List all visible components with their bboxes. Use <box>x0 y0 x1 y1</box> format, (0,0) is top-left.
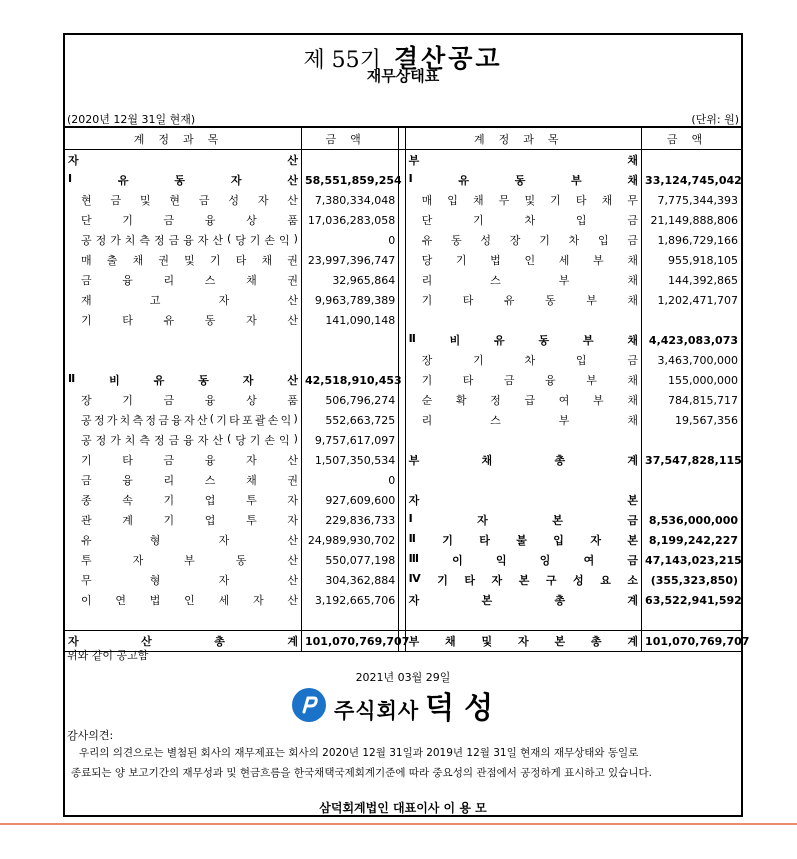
account-text: 자 산 <box>68 154 298 167</box>
signers: 삼덕회계법인 대표이사 이 용 모 <box>319 801 487 815</box>
account-text: 기 타 금 융 부 채 <box>421 374 638 387</box>
liability-equity-amount: (355,323,850) <box>650 573 738 587</box>
table-row <box>65 250 741 270</box>
liability-equity-amount: 19,567,356 <box>675 413 738 427</box>
liability-equity-account-label <box>405 510 641 530</box>
header-account-right: 계정과목 <box>405 128 641 150</box>
asset-amount: 58,551,859,254 <box>301 170 398 190</box>
liability-equity-amount <box>642 310 741 330</box>
account-text: 유 동 성 장 기 차 입 금 <box>421 234 639 247</box>
liability-equity-amount <box>642 470 741 490</box>
asset-account-label <box>65 150 301 171</box>
table-row <box>65 550 741 570</box>
asset-account-label <box>65 330 301 350</box>
liability-equity-account-label <box>405 470 641 490</box>
account-text: 장 기 금 융 상 품 <box>81 394 298 407</box>
liability-equity-amount: 63,522,941,592 <box>645 593 742 607</box>
liability-equity-account-label <box>405 590 641 610</box>
asset-amount: 0 <box>301 230 398 250</box>
total-liabilities-equity-amount: 101,070,769,707 <box>642 631 741 652</box>
header-account-left: 계정과목 <box>65 128 301 150</box>
liability-equity-amount: 784,815,717 <box>668 393 738 407</box>
asset-amount: 304,362,884 <box>301 570 398 590</box>
unit-note: (단위: 원) <box>691 113 739 126</box>
account-text: Ⅱ 비 유 동 부 채 <box>408 332 638 347</box>
liability-equity-account-label <box>405 190 641 210</box>
account-text: 기 타 금 융 자 산 <box>81 454 298 467</box>
liability-equity-amount: 8,536,000,000 <box>648 513 738 527</box>
liability-equity-account-label <box>405 150 641 171</box>
asset-amount <box>301 350 398 370</box>
table-row <box>65 290 741 310</box>
account-text: Ⅳ 기 타 자 본 구 성 요 소 <box>408 572 639 587</box>
asset-account-label <box>65 470 301 490</box>
liability-equity-account-label <box>405 430 641 450</box>
table-row <box>65 350 741 370</box>
table-row <box>65 510 741 530</box>
audit-opinion-line2: 종료되는 양 보고기간의 재무성과 및 현금흐름을 한국채택국제회계기준에 따라 중요성의 관점에서 공정하게 표시하고 있습니다. <box>71 767 652 779</box>
asset-account-label <box>65 350 301 370</box>
table-row <box>65 390 741 410</box>
asset-account-label <box>65 610 301 631</box>
liability-equity-account-label <box>405 550 641 570</box>
liability-equity-account-label <box>405 310 641 330</box>
company-logo <box>292 683 503 727</box>
table-row <box>65 610 741 631</box>
table-header-row <box>65 128 741 150</box>
liability-equity-amount: 47,143,023,215 <box>645 553 742 567</box>
account-text: 금 융 리 스 채 권 <box>81 274 298 287</box>
asset-amount: 42,518,910,453 <box>301 370 398 390</box>
asset-amount: 23,997,396,747 <box>301 250 398 270</box>
account-text: 공 정 가 치 측 정 금 융 자 산 ( 기 타 포 괄 손 익 ) <box>81 412 298 427</box>
liability-equity-account-label <box>405 370 641 390</box>
asset-amount: 552,663,725 <box>301 410 398 430</box>
table-row <box>65 210 741 230</box>
account-text: 이 연 법 인 세 자 산 <box>81 594 298 607</box>
table-row <box>65 590 741 610</box>
asset-account-label <box>65 270 301 290</box>
account-text: 투 자 부 동 산 <box>81 554 298 567</box>
liability-equity-amount: 155,000,000 <box>668 373 738 387</box>
liability-equity-amount <box>642 430 741 450</box>
statement-subtitle: 재무상태표 <box>366 67 440 85</box>
asset-amount <box>301 330 398 350</box>
account-text: 자 산 총 계 <box>68 635 298 648</box>
account-text: 부 채 및 자 본 총 계 <box>408 635 639 648</box>
account-text: Ⅰ 자 본 금 <box>408 512 639 527</box>
company-name <box>334 683 503 727</box>
account-text: 기 타 유 동 부 채 <box>421 294 638 307</box>
table-row <box>65 310 741 330</box>
asset-amount: 229,836,733 <box>301 510 398 530</box>
asset-account-label <box>65 390 301 410</box>
account-text: 재 고 자 산 <box>81 294 298 307</box>
account-text: 장 기 차 입 금 <box>421 354 639 367</box>
liability-equity-account-label <box>405 570 641 590</box>
liability-equity-account-label <box>405 330 641 350</box>
asset-account-label <box>65 450 301 470</box>
liability-equity-amount: 3,463,700,000 <box>657 353 738 367</box>
liability-equity-amount: 21,149,888,806 <box>650 213 738 227</box>
liability-equity-account-label <box>405 290 641 310</box>
account-text: 당 기 법 인 세 부 채 <box>421 254 638 267</box>
company-name-main: 덕성 <box>425 691 504 726</box>
account-text: 공 정 가 치 측 정 금 융 자 산 ( 당 기 손 익 ) <box>81 432 298 447</box>
asset-account-label <box>65 370 301 390</box>
account-text: 리 스 부 채 <box>421 414 639 427</box>
liability-equity-amount: 955,918,105 <box>668 253 738 267</box>
table-row <box>65 410 741 430</box>
table-row <box>65 150 741 171</box>
asset-amount: 927,609,600 <box>301 490 398 510</box>
table-row <box>65 270 741 290</box>
totals-row <box>65 631 741 652</box>
account-text: 현 금 및 현 금 성 자 산 <box>81 194 298 207</box>
asset-account-label <box>65 210 301 230</box>
table-row <box>65 490 741 510</box>
account-text: Ⅰ 유 동 부 채 <box>408 172 639 187</box>
table-row <box>65 430 741 450</box>
title-main: 결산공고 <box>393 44 503 73</box>
asset-account-label <box>65 510 301 530</box>
asset-amount: 9,963,789,389 <box>301 290 398 310</box>
liability-equity-amount: 7,775,344,393 <box>657 193 738 207</box>
balance-sheet-table <box>65 128 750 652</box>
account-text: 무 형 자 산 <box>81 574 298 587</box>
account-text: 부 채 총 계 <box>408 454 639 467</box>
liability-equity-account-label <box>405 170 641 190</box>
liability-equity-account-label <box>405 270 641 290</box>
liability-equity-amount: 144,392,865 <box>668 273 738 287</box>
asset-account-label <box>65 550 301 570</box>
table-row <box>65 170 741 190</box>
audit-opinion-line1: 우리의 의견으로는 별첨된 회사의 재무제표는 회사의 2020년 12월 31일과 2019년 12월 31일 현재의 재무상태와 동일로 <box>79 747 639 759</box>
asset-account-label <box>65 590 301 610</box>
table-row <box>65 530 741 550</box>
table-row <box>65 190 741 210</box>
announcement-frame <box>63 33 750 817</box>
liability-equity-account-label <box>405 410 641 430</box>
bottom-accent-line <box>0 823 797 825</box>
asset-amount: 17,036,283,058 <box>301 210 398 230</box>
asset-account-label <box>65 170 301 190</box>
notice-text: 위와 같이 공고함 <box>67 649 149 662</box>
asset-amount: 506,796,274 <box>301 390 398 410</box>
liability-equity-amount <box>642 490 741 510</box>
liability-equity-account-label <box>405 250 641 270</box>
liability-equity-amount: 1,202,471,707 <box>657 293 738 307</box>
asset-account-label <box>65 310 301 330</box>
asset-amount: 7,380,334,048 <box>301 190 398 210</box>
account-text: 순 확 정 급 여 부 채 <box>421 394 638 407</box>
account-text: Ⅱ 기 타 불 입 자 본 <box>408 532 638 547</box>
asset-amount <box>301 150 398 171</box>
liability-equity-account-label <box>405 490 641 510</box>
asset-account-label <box>65 490 301 510</box>
asset-account-label <box>65 290 301 310</box>
liability-equity-amount: 37,547,828,115 <box>645 453 742 467</box>
liability-equity-amount: 4,423,083,073 <box>648 333 738 347</box>
liability-equity-amount <box>642 610 741 631</box>
account-text: Ⅰ 유 동 자 산 <box>68 172 298 187</box>
account-text: 단 기 금 융 상 품 <box>81 214 298 227</box>
account-text: 부 채 <box>408 154 639 167</box>
header-amount-right: 금액 <box>642 128 741 150</box>
asset-amount: 3,192,665,706 <box>301 590 398 610</box>
account-text: 리 스 부 채 <box>421 274 639 287</box>
asset-account-label <box>65 410 301 430</box>
audit-label: 감사의견: <box>67 729 114 742</box>
asset-amount: 1,507,350,534 <box>301 450 398 470</box>
asset-amount: 550,077,198 <box>301 550 398 570</box>
company-prefix: 주식회사 <box>334 699 420 723</box>
table-row <box>65 450 741 470</box>
account-text: 관 계 기 업 투 자 <box>81 514 298 527</box>
table-row <box>65 370 741 390</box>
account-text: 기 타 유 동 자 산 <box>81 314 298 327</box>
asset-account-label <box>65 530 301 550</box>
reporting-date: (2020년 12월 31일 현재) <box>67 113 196 126</box>
asset-amount: 32,965,864 <box>301 270 398 290</box>
account-text: Ⅱ 비 유 동 자 산 <box>68 372 298 387</box>
asset-amount: 0 <box>301 470 398 490</box>
account-text: 자 본 총 계 <box>408 594 639 607</box>
total-liabilities-equity-label <box>405 631 641 652</box>
liability-equity-amount <box>642 150 741 171</box>
liability-equity-account-label <box>405 610 641 631</box>
account-text: Ⅲ 이 익 잉 여 금 <box>408 552 639 567</box>
liability-equity-amount: 8,199,242,227 <box>648 533 738 547</box>
company-mark-icon <box>292 688 326 722</box>
account-text: 종 속 기 업 투 자 <box>81 494 298 507</box>
account-text: 매 입 채 무 및 기 타 채 무 <box>421 194 638 207</box>
liability-equity-amount: 33,124,745,042 <box>645 173 742 187</box>
mark-glyph-icon <box>298 694 320 716</box>
table-row <box>65 330 741 350</box>
liability-equity-account-label <box>405 210 641 230</box>
announce-date: 2021년 03월 29일 <box>355 671 451 684</box>
asset-amount: 141,090,148 <box>301 310 398 330</box>
account-text: 금 융 리 스 채 권 <box>81 474 298 487</box>
asset-amount: 24,989,930,702 <box>301 530 398 550</box>
account-text: 유 형 자 산 <box>81 534 298 547</box>
total-assets-amount: 101,070,769,707 <box>301 631 398 652</box>
asset-account-label <box>65 430 301 450</box>
liability-equity-account-label <box>405 450 641 470</box>
liability-equity-account-label <box>405 350 641 370</box>
liability-equity-account-label <box>405 530 641 550</box>
account-text: 단 기 차 입 금 <box>421 214 639 227</box>
account-text: 공 정 가 치 측 정 금 융 자 산 ( 당 기 손 익 ) <box>81 232 298 247</box>
liability-equity-amount: 1,896,729,166 <box>657 233 738 247</box>
table-row <box>65 470 741 490</box>
account-text: 자 본 <box>408 494 639 507</box>
asset-account-label <box>65 190 301 210</box>
table-row <box>65 230 741 250</box>
asset-account-label <box>65 230 301 250</box>
asset-account-label <box>65 570 301 590</box>
header-amount-left: 금액 <box>301 128 398 150</box>
asset-amount <box>301 610 398 631</box>
liability-equity-account-label <box>405 230 641 250</box>
fiscal-term: 제 55기 <box>303 48 381 73</box>
asset-account-label <box>65 250 301 270</box>
liability-equity-account-label <box>405 390 641 410</box>
asset-amount: 9,757,617,097 <box>301 430 398 450</box>
table-row <box>65 570 741 590</box>
account-text: 매 출 채 권 및 기 타 채 권 <box>81 254 298 267</box>
